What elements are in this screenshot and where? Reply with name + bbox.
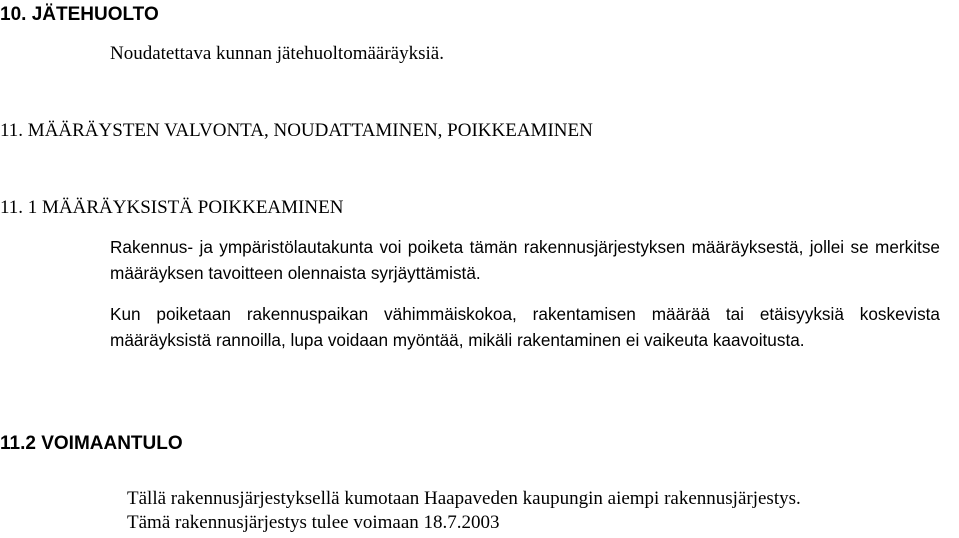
section-11-2-heading: 11.2 VOIMAANTULO — [0, 433, 183, 454]
section-10-text: Noudatettava kunnan jätehuoltomääräyksiä. — [110, 43, 444, 64]
section-10-heading: 10. JÄTEHUOLTO — [0, 4, 159, 25]
section-11-1-paragraph-2: Kun poiketaan rakennuspaikan vähimmäiskokoa, rakentamisen määrää tai etäisyyksiä koskevista määräyksistä rannoilla, lupa voidaan myöntää, mikäli rakentaminen ei vaikeuta kaavoitusta. — [110, 304, 940, 350]
section-11-heading: 11. MÄÄRÄYSTEN VALVONTA, NOUDATTAMINEN, POIKKEAMINEN — [0, 120, 593, 141]
section-11-2-line-2: Tämä rakennusjärjestys tulee voimaan 18.7.2003 — [127, 512, 500, 533]
section-11-1-heading: 11. 1 MÄÄRÄYKSISTÄ POIKKEAMINEN — [0, 197, 344, 218]
section-11-2-line-1: Tällä rakennusjärjestyksellä kumotaan Haapaveden kaupungin aiempi rakennusjärjestys. — [127, 488, 801, 509]
section-11-1-paragraph-1: Rakennus- ja ympäristölautakunta voi poiketa tämän rakennusjärjestyksen määräyksestä, jollei se merkitse määräyksen tavoitteen olennaista syrjäyttämistä. — [110, 237, 940, 283]
